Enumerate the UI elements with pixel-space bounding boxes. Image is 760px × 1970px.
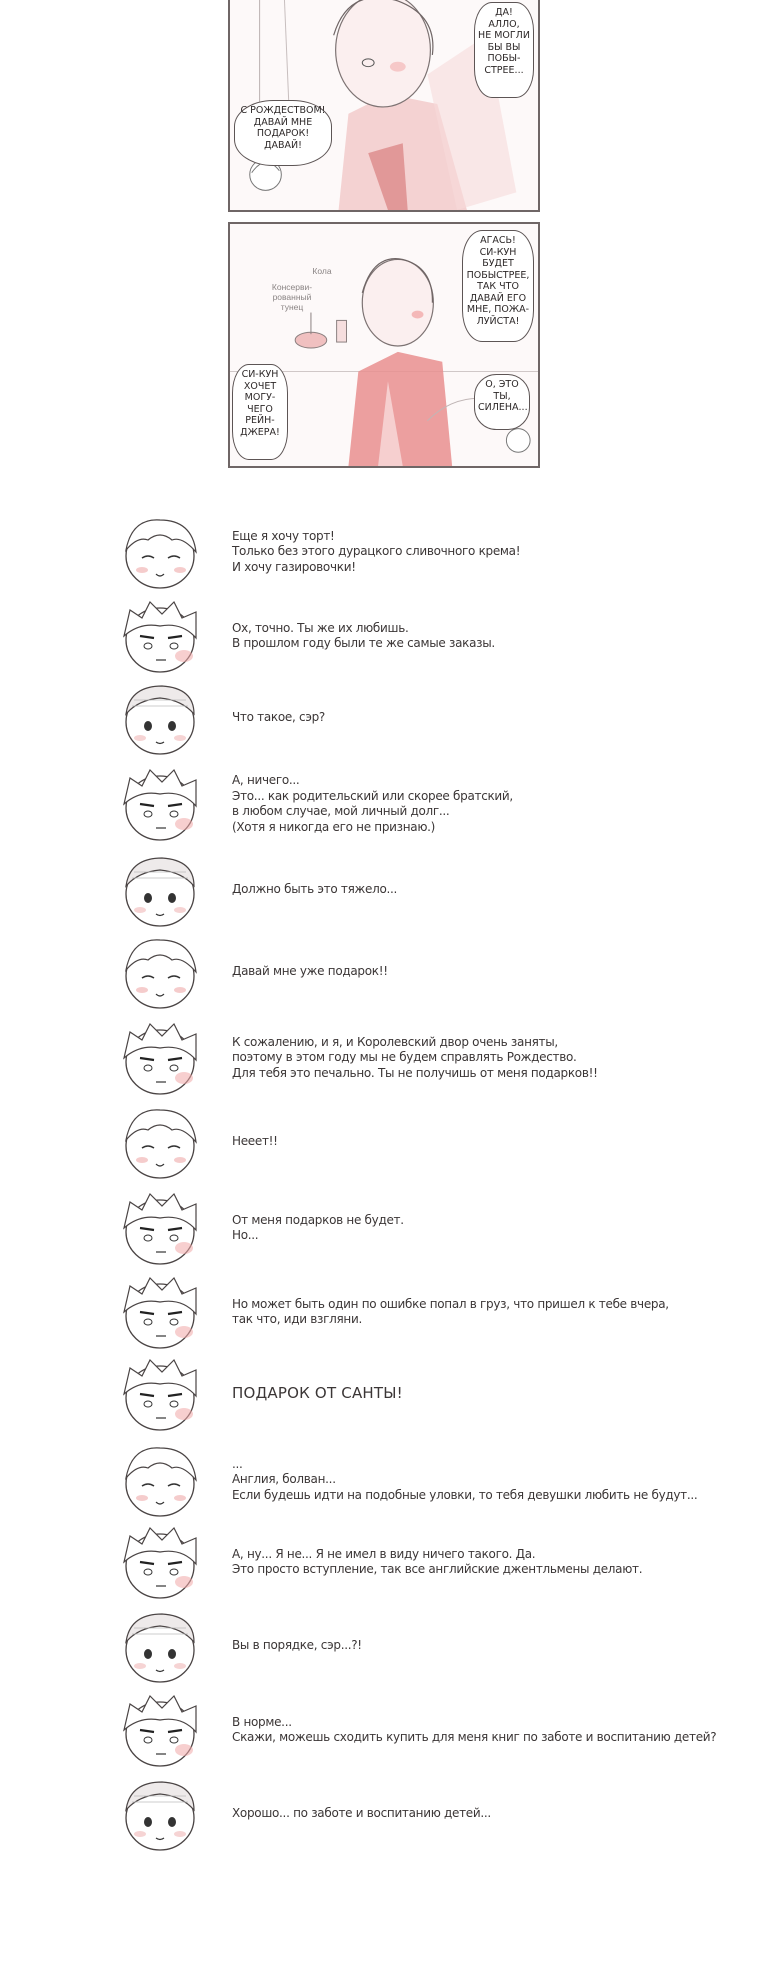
dialogue-line: А, ничего...: [232, 773, 300, 787]
dialogue-row: [112, 678, 712, 758]
england-face-icon: [112, 1354, 208, 1434]
dialogue-line: Но может быть один по ошибке попал в груз, что пришел к тебе вчера,: [232, 1296, 669, 1311]
dialogue-text: [232, 512, 520, 592]
dialogue-line: Давай мне уже подарок!!: [232, 964, 388, 979]
dialogue-row: [112, 1272, 712, 1352]
dialogue-row: [112, 1018, 712, 1098]
dialogue-line: поэтому в этом году мы не будем справлять Рождество.: [232, 1050, 577, 1065]
sealand-face-icon: [112, 512, 208, 592]
dialogue-text: [232, 1522, 642, 1602]
england-face-icon: [112, 764, 208, 844]
dialogue-line: ...: [232, 1456, 243, 1471]
dialogue-line: Хорошо... по заботе и воспитанию детей...: [232, 1806, 491, 1821]
butler-face-icon: [112, 1606, 208, 1686]
dialogue-text: [232, 1272, 669, 1352]
dialogue-line: Скажи, можешь сходить купить для меня книг по заботе и воспитанию детей?: [232, 1730, 717, 1744]
dialogue-row: [112, 1102, 712, 1182]
sealand-face-icon: [112, 1440, 208, 1520]
dialogue-line: Но...: [232, 1228, 259, 1242]
dialogue-text: [232, 1188, 404, 1268]
dialogue-line: К сожалению, и я, и Королевский двор очень заняты,: [232, 1034, 558, 1049]
dialogue-line: Это просто вступление, так все английские джентльмены делают.: [232, 1562, 643, 1576]
dialogue-line: Это... как родительский или скорее братский,: [232, 788, 513, 803]
dialogue-text: [232, 1440, 697, 1520]
england-face-icon: [112, 1272, 208, 1352]
speech-balloon: ДА! АЛЛО, НЕ МОГЛИ БЫ ВЫ ПОБЫ- СТРЕЕ...: [474, 2, 534, 98]
dialogue-row: [112, 850, 712, 930]
dialogue-line: Для тебя это печально. Ты не получишь от меня подарков!!: [232, 1065, 598, 1080]
comic-panel-2: [228, 222, 540, 468]
dialogue-line: в любом случае, мой личный долг...: [232, 804, 450, 818]
dialogue-text: [232, 596, 495, 676]
dialogue-line: Ох, точно. Ты же их любишь.: [232, 620, 409, 635]
dialogue-line: И хочу газировочки!: [232, 559, 356, 574]
dialogue-line: Англия, болван...: [232, 1472, 336, 1487]
dialogue-text: [232, 850, 397, 930]
dialogue-text: [232, 932, 388, 1012]
dialogue-text: [232, 1606, 362, 1686]
england-face-icon: [112, 1188, 208, 1268]
dialogue-row: [112, 596, 712, 676]
dialogue-line: (Хотя я никогда его не признаю.): [232, 819, 436, 834]
dialogue-line: так что, иди взгляни.: [232, 1312, 362, 1326]
england-face-icon: [112, 1018, 208, 1098]
dialogue-line: В прошлом году были те же самые заказы.: [232, 636, 495, 650]
dialogue-text: [232, 678, 325, 758]
speech-balloon: О, ЭТО ТЫ, СИЛЕНА...: [474, 374, 530, 430]
sealand-face-icon: [112, 932, 208, 1012]
dialogue-row: [112, 512, 712, 592]
dialogue-row: [112, 1522, 712, 1602]
england-face-icon: [112, 596, 208, 676]
butler-face-icon: [112, 1774, 208, 1854]
dialogue-row: [112, 1690, 717, 1770]
dialogue-line: В норме...: [232, 1714, 292, 1729]
dialogue-line: Должно быть это тяжело...: [232, 882, 398, 897]
label-cola: Кола: [312, 266, 332, 276]
dialogue-line: Если будешь идти на подобные уловки, то тебя девушки любить не будут...: [232, 1487, 698, 1502]
comic-panel-1: [228, 0, 540, 212]
dialogue-text: [232, 1018, 598, 1098]
speech-balloon: С РОЖДЕСТВОМ! ДАВАЙ МНЕ ПОДАРОК! ДАВАЙ!: [234, 100, 332, 166]
speech-balloon: СИ-КУН ХОЧЕТ МОГУ- ЧЕГО РЕЙН- ДЖЕРА!: [232, 364, 288, 460]
sealand-face-icon: [112, 1102, 208, 1182]
dialogue-line: ПОДАРОК ОТ САНТЫ!: [232, 1384, 403, 1403]
dialogue-row: [112, 1606, 712, 1686]
dialogue-line: От меня подарков не будет.: [232, 1212, 404, 1227]
butler-face-icon: [112, 850, 208, 930]
dialogue-row: [112, 764, 712, 844]
speech-balloon: АГАСЬ! СИ-КУН БУДЕТ ПОБЫСТРЕЕ, ТАК ЧТО ДАВАЙ ЕГО МНЕ, ПОЖА- ЛУЙСТА!: [462, 230, 534, 342]
butler-face-icon: [112, 678, 208, 758]
dialogue-line: Вы в порядке, сэр...?!: [232, 1638, 362, 1653]
dialogue-text: [232, 764, 513, 844]
dialogue-row: [112, 1354, 712, 1434]
dialogue-text: [232, 1690, 716, 1770]
england-face-icon: [112, 1522, 208, 1602]
dialogue-line: Еще я хочу торт!: [232, 528, 335, 543]
dialogue-line: Что такое, сэр?: [232, 710, 325, 725]
dialogue-row: [112, 932, 712, 1012]
dialogue-row: [112, 1774, 712, 1854]
dialogue-line: А, ну... Я не... Я не имел в виду ничего такого. Да.: [232, 1546, 536, 1561]
dialogue-line: Только без этого дурацкого сливочного крема!: [232, 544, 521, 559]
label-canned-tuna: Консерви- рованный тунец: [271, 282, 313, 312]
dialogue-text: [232, 1354, 403, 1434]
dialogue-row: [112, 1440, 712, 1520]
dialogue-line: Нееет!!: [232, 1134, 278, 1149]
england-face-icon: [112, 1690, 208, 1770]
dialogue-text: [232, 1102, 278, 1182]
dialogue-text: [232, 1774, 491, 1854]
dialogue-row: [112, 1188, 712, 1268]
